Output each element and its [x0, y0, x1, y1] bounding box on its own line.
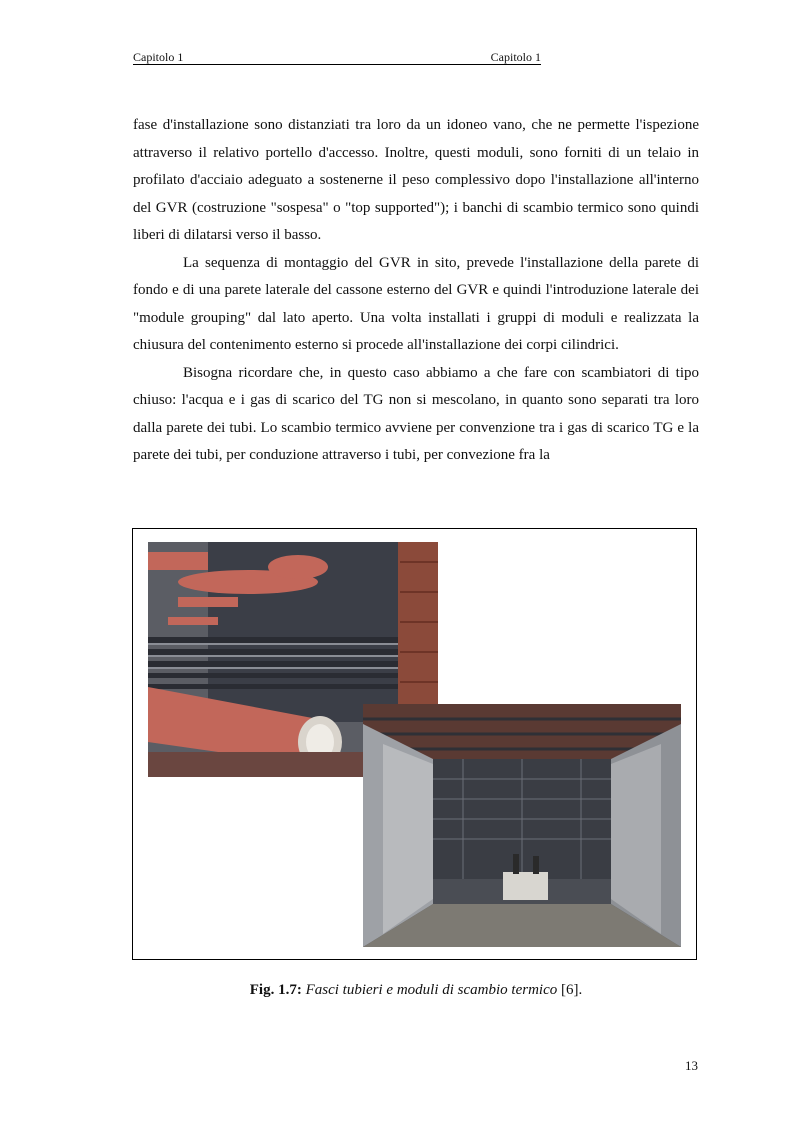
figure-label: Fig. 1.7: — [249, 982, 302, 998]
body-text — [133, 112, 699, 470]
header-chapter-right: Capitolo 1 — [490, 50, 541, 64]
figure-reference: [6]. — [560, 982, 583, 998]
heat-exchange-modules-photo — [363, 704, 681, 947]
modules-illustration — [363, 704, 681, 947]
paragraph-1: fase d'installazione sono distanziati tra loro da un idoneo vano, che ne permette l'ispezione attraverso il relativo portello d'accesso. Inoltre, questi moduli, sono forniti di un telaio in profilato d'acciaio adeguato a sostenerne il peso complessivo dopo l'installazione all'interno del GVR (costruzione "sospesa" o "top supported"); i banchi di scambio termico sono quindi liberi di dilatarsi verso il basso. — [133, 117, 699, 243]
figure-title: Fasci tubieri e moduli di scambio termico — [305, 982, 558, 998]
page-header — [133, 48, 541, 65]
header-chapter-left: Capitolo 1 — [133, 50, 184, 64]
paragraph-3: Bisogna ricordare che, in questo caso abbiamo a che fare con scambiatori di tipo chiuso: l'acqua e i gas di scarico del TG non si mescolano, in quanto sono separati tra loro dalla parete dei tubi. Lo scambio termico avviene per convenzione tra i gas di scarico TG e la parete dei tubi, per conduzione attraverso i tubi, per convezione fra la — [133, 364, 699, 463]
paragraph-2: La sequenza di montaggio del GVR in sito, prevede l'installazione della parete di fondo e di una parete laterale del cassone esterno del GVR e quindi l'introduzione laterale dei "module grouping" dal lato aperto. Una volta installati i gruppi di moduli e realizzata la chiusura del contenimento esterno si procede all'installazione dei corpi cilindrici. — [133, 254, 699, 353]
figure-caption — [133, 982, 699, 999]
page-number: 13 — [685, 1058, 698, 1073]
figure-frame — [132, 528, 697, 960]
